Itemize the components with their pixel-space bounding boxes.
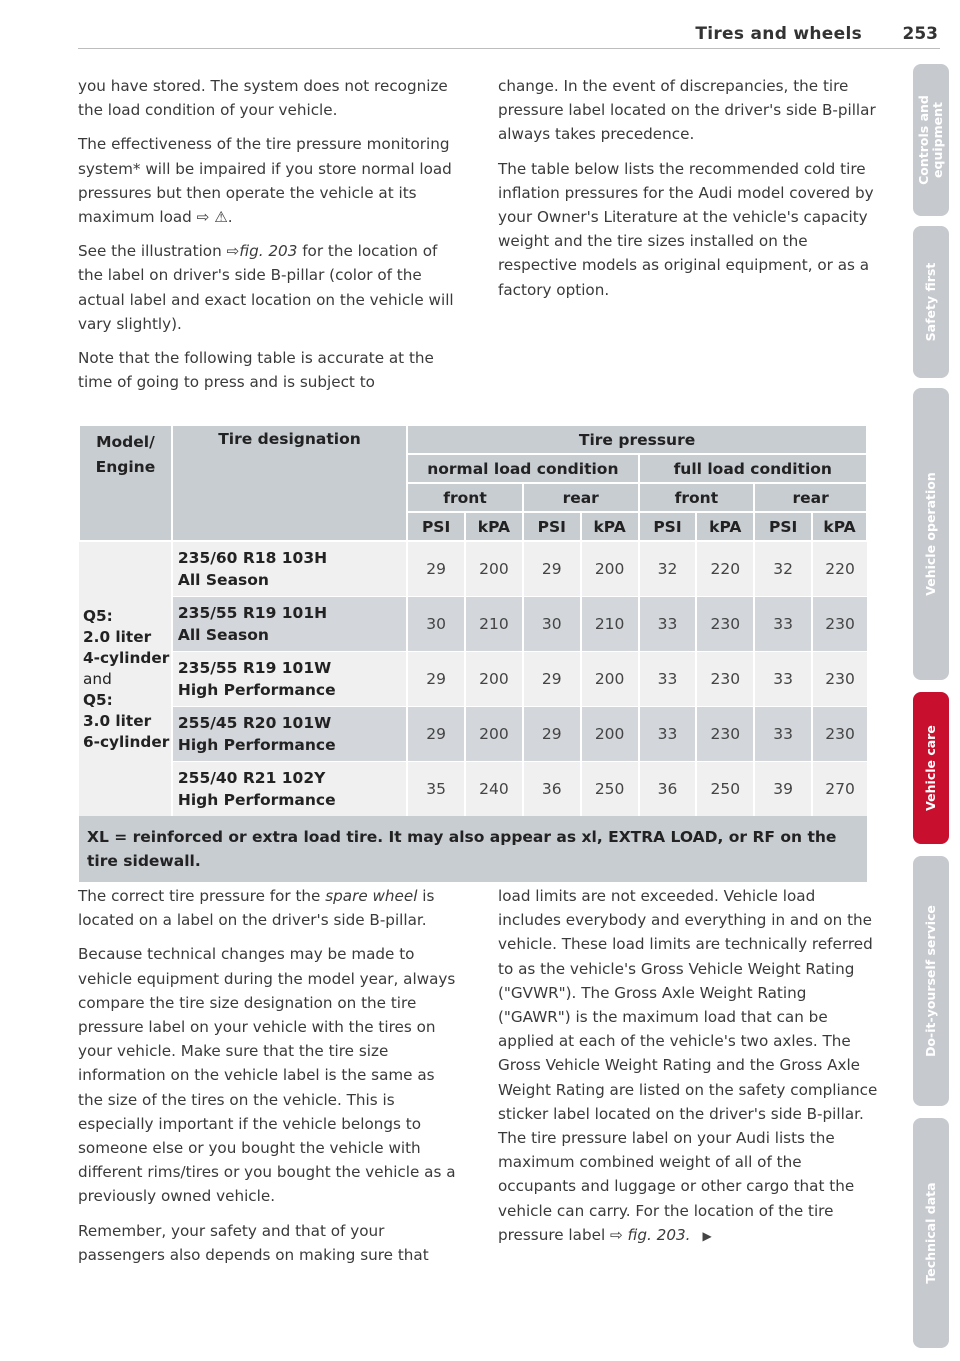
value-cell: 33 xyxy=(639,706,697,761)
psi-header: PSI xyxy=(407,512,465,541)
table-row xyxy=(79,596,867,651)
value-cell: 230 xyxy=(696,651,754,706)
right-bottom-column xyxy=(498,884,880,1258)
value-cell: 250 xyxy=(696,761,754,816)
page-number: 253 xyxy=(902,24,938,44)
value-cell: 36 xyxy=(639,761,697,816)
value-cell: 33 xyxy=(754,651,812,706)
value-cell: 210 xyxy=(465,596,523,651)
value-cell: 230 xyxy=(696,706,754,761)
value-cell: 230 xyxy=(812,596,867,651)
value-cell: 230 xyxy=(812,706,867,761)
continue-arrow-icon: ▶ xyxy=(702,1228,712,1243)
value-cell: 200 xyxy=(465,651,523,706)
value-cell: 230 xyxy=(696,596,754,651)
tire-designation-header: Tire designation xyxy=(172,425,407,541)
tire-pressure-table xyxy=(78,424,868,882)
value-cell: 35 xyxy=(407,761,465,816)
kpa-header: kPA xyxy=(812,512,867,541)
table-row xyxy=(79,651,867,706)
value-cell: 200 xyxy=(581,706,639,761)
figure-link[interactable]: fig. 203. xyxy=(627,1225,691,1244)
value-cell: 200 xyxy=(465,706,523,761)
value-cell: 200 xyxy=(465,541,523,596)
value-cell: 240 xyxy=(465,761,523,816)
chapter-tab-technical[interactable]: Technical data xyxy=(913,1118,949,1348)
kpa-header: kPA xyxy=(465,512,523,541)
value-cell: 29 xyxy=(523,541,581,596)
value-cell: 33 xyxy=(639,651,697,706)
paragraph: change. In the event of discrepancies, the tire pressure label located on the driver's side B-pillar always takes precedence. xyxy=(498,77,876,144)
table-row xyxy=(79,541,867,596)
full-load-header: full load condition xyxy=(639,454,867,483)
chapter-tab-safety[interactable]: Safety first xyxy=(913,226,949,378)
value-cell: 32 xyxy=(639,541,697,596)
kpa-header: kPA xyxy=(696,512,754,541)
paragraph: Note that the following table is accurate at the time of going to press and is subject to xyxy=(78,349,434,392)
paragraph: The effectiveness of the tire pressure monitoring system* will be impaired if you store normal load pressures but then operate the vehicle at its maximum load ⇨ ⚠. xyxy=(78,135,452,227)
front-header: front xyxy=(639,483,755,512)
value-cell: 36 xyxy=(523,761,581,816)
tire-designation-cell: 255/45 R20 101W High Performance xyxy=(172,706,407,761)
header-rule xyxy=(78,48,940,49)
value-cell: 29 xyxy=(523,651,581,706)
value-cell: 39 xyxy=(754,761,812,816)
value-cell: 33 xyxy=(639,596,697,651)
value-cell: 220 xyxy=(696,541,754,596)
running-title: Tires and wheels xyxy=(695,24,862,44)
right-top-column xyxy=(498,74,876,312)
warning-ref[interactable]: ⇨ ⚠. xyxy=(196,208,233,227)
value-cell: 220 xyxy=(812,541,867,596)
value-cell: 32 xyxy=(754,541,812,596)
psi-header: PSI xyxy=(754,512,812,541)
value-cell: 30 xyxy=(407,596,465,651)
paragraph: The correct tire pressure for the spare wheel is located on a label on the driver's side B-pillar. xyxy=(78,887,435,930)
left-top-column xyxy=(78,74,458,404)
tire-designation-cell: 235/55 R19 101W High Performance xyxy=(172,651,407,706)
tire-designation-cell: 235/60 R18 103H All Season xyxy=(172,541,407,596)
table-footnote: XL = reinforced or extra load tire. It may also appear as xl, EXTRA LOAD, or RF on the tire sidewall. xyxy=(79,816,867,882)
value-cell: 270 xyxy=(812,761,867,816)
paragraph: load limits are not exceeded. Vehicle load includes everybody and everything in and on the vehicle. These load limits are technically referred to as the vehicle's Gross Vehicle Weight Rating ("GVWR"). The Gross Axle Weight Rating ("GAWR") is the maximum load that can be applied at each of the vehicle's two axles. The Gross Vehicle Weight Rating and the Gross Axle Weight Rating are listed on the safety compliance sticker label located on the driver's side B-pillar. The tire pressure label on your Audi lists the maximum combined weight of all of the occupants and luggage or other cargo that the vehicle can carry. For the location of the tire pressure label ⇨ fig. 203. ▶ xyxy=(498,884,880,1248)
paragraph: See the illustration ⇨fig. 203 for the location of the label on driver's side B-pillar (color of the actual label and exact location on the vehicle will vary slightly). xyxy=(78,242,454,333)
kpa-header: kPA xyxy=(581,512,639,541)
psi-header: PSI xyxy=(639,512,697,541)
value-cell: 230 xyxy=(812,651,867,706)
table-row xyxy=(79,706,867,761)
value-cell: 30 xyxy=(523,596,581,651)
normal-load-header: normal load condition xyxy=(407,454,638,483)
psi-header: PSI xyxy=(523,512,581,541)
value-cell: 33 xyxy=(754,596,812,651)
paragraph: you have stored. The system does not recognize the load condition of your vehicle. xyxy=(78,77,448,120)
paragraph: The table below lists the recommended cold tire inflation pressures for the Audi model covered by your Owner's Literature at the vehicle's capacity weight and the tire sizes installed on the respective models as original equipment, or as a factory option. xyxy=(498,159,874,299)
front-header: front xyxy=(407,483,523,512)
tire-pressure-header: Tire pressure xyxy=(407,425,867,454)
value-cell: 29 xyxy=(407,541,465,596)
value-cell: 33 xyxy=(754,706,812,761)
value-cell: 200 xyxy=(581,541,639,596)
rear-header: rear xyxy=(523,483,639,512)
value-cell: 250 xyxy=(581,761,639,816)
chapter-tab-controls[interactable]: Controls and equipment xyxy=(913,64,949,216)
left-bottom-column xyxy=(78,884,458,1277)
chapter-tab-operation[interactable]: Vehicle operation xyxy=(913,388,949,680)
value-cell: 200 xyxy=(581,651,639,706)
paragraph: Because technical changes may be made to vehicle equipment during the model year, always compare the tire size designation on the tire pressure label on your vehicle with the tires on your vehicle. Make sure that the tire size information on the vehicle label is the same as the size of the tires on the vehicle. This is especially important if the vehicle belongs to someone else or you bought the vehicle with different rims/tires or you bought the vehicle as a previously owned vehicle. xyxy=(78,945,456,1206)
paragraph: Remember, your safety and that of your passengers also depends on making sure that xyxy=(78,1221,429,1264)
value-cell: 210 xyxy=(581,596,639,651)
chapter-tab-diy[interactable]: Do-it-yourself service xyxy=(913,856,949,1106)
tire-designation-cell: 255/40 R21 102Y High Performance xyxy=(172,761,407,816)
value-cell: 29 xyxy=(407,706,465,761)
tire-designation-cell: 235/55 R19 101H All Season xyxy=(172,596,407,651)
chapter-tab-vehicle-care[interactable]: Vehicle care xyxy=(913,692,949,844)
table-row xyxy=(79,761,867,816)
rear-header: rear xyxy=(754,483,867,512)
figure-link[interactable]: fig. 203 xyxy=(239,242,298,261)
model-engine-header: Model/ Engine xyxy=(79,425,172,541)
model-engine-cell: Q5: 2.0 liter 4-cylinder and Q5: 3.0 liter 6-cylinder xyxy=(79,541,172,816)
value-cell: 29 xyxy=(407,651,465,706)
value-cell: 29 xyxy=(523,706,581,761)
